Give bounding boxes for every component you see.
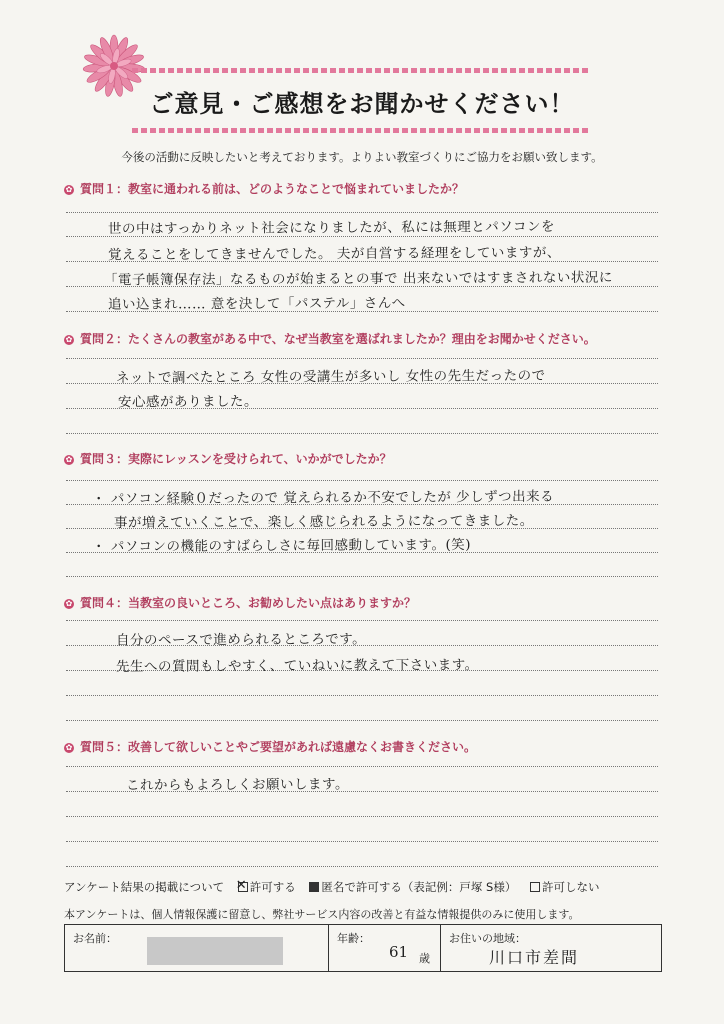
anonymous-permit-label: 匿名で許可する（表記例：戸塚 S様） xyxy=(321,880,517,894)
age-unit: 歳 xyxy=(419,952,430,965)
deny-checkbox[interactable] xyxy=(530,882,540,892)
answer-line xyxy=(66,212,658,213)
deny-label: 許可しない xyxy=(542,880,600,894)
answer-1-line-1: 世の中はすっかりネット社会になりましたが、私には無理とパソコンを xyxy=(107,218,555,238)
question-1-label: ✿ 質問１：教室に通われる前は、どのようなことで悩まれていましたか？ xyxy=(65,182,465,196)
answer-line xyxy=(66,841,658,842)
region-value: 川口市差間 xyxy=(489,948,580,967)
question-3-label: ✿ 質問３：実際にレッスンを受けられて、いかがでしたか？ xyxy=(65,452,392,466)
permit-checkbox[interactable] xyxy=(238,882,248,892)
star-bullet-icon: ✿ xyxy=(65,335,73,344)
answer-line xyxy=(66,480,658,481)
answer-line xyxy=(66,816,658,817)
anonymous-permit-checkbox[interactable] xyxy=(309,882,319,892)
redacted-name xyxy=(147,937,283,965)
question-4-label: ✿ 質問４：当教室の良いところ、お勧めしたい点はありますか？ xyxy=(65,596,417,610)
answer-line xyxy=(66,866,658,867)
answer-line xyxy=(66,720,658,721)
answer-2-line-2: 安心感がありました。 xyxy=(117,393,259,411)
permit-label: 許可する xyxy=(249,880,296,894)
page-title: ご意見・ご感想をお聞かせください！ xyxy=(149,90,575,118)
answer-4-line-1: 自分のペースで進められるところです。 xyxy=(115,631,367,649)
title-dotted-border-bottom xyxy=(132,128,588,133)
title-dotted-border-top xyxy=(132,68,588,73)
age-cell xyxy=(329,925,441,971)
age-value: 61 xyxy=(389,943,409,961)
answer-1-line-2: 覚えることをしてきませんでした。 夫が自営する経理をしていますが、 xyxy=(107,244,561,264)
answer-line xyxy=(66,433,658,434)
question-2-label: ✿ 質問２：たくさんの教室がある中で、なぜ当教室を選ばれましたか？理由をお聞かせください。 xyxy=(65,332,596,346)
intro-text: 今後の活動に反映したいと考えております。よりよい教室づくりにご協力をお願い致します。 xyxy=(121,150,603,164)
region-cell xyxy=(441,925,660,971)
answer-line xyxy=(66,695,658,696)
name-label: お名前： xyxy=(73,932,117,945)
answer-line xyxy=(66,766,658,767)
star-bullet-icon: ✿ xyxy=(65,455,73,464)
answer-line xyxy=(66,620,658,621)
age-label: 年齢： xyxy=(337,932,370,945)
consent-row xyxy=(64,879,602,895)
answer-3-line-2: 事が増えていくことで、楽しく感じられるようになってきました。 xyxy=(113,512,534,532)
respondent-info-table xyxy=(64,924,662,972)
consent-label: アンケート結果の掲載について xyxy=(64,880,225,894)
answer-line xyxy=(66,576,658,577)
star-bullet-icon: ✿ xyxy=(65,599,73,608)
answer-line xyxy=(66,358,658,359)
star-bullet-icon: ✿ xyxy=(65,185,73,194)
answer-4-line-2: 先生への質問もしやすく、ていねいに教えて下さいます。 xyxy=(115,657,479,675)
answer-3-line-1: ・ パソコン経験０だったので 覚えられるか不安でしたが 少しずつ出来る xyxy=(91,488,555,508)
answer-3-line-3: ・ パソコンの機能のすばらしさに毎回感動しています。(笑) xyxy=(91,537,472,555)
name-cell xyxy=(65,925,329,971)
privacy-notice: 本アンケートは、個人情報保護に留意し、弊社サービス内容の改善と有益な情報提供のみに使用します。 xyxy=(64,908,580,921)
question-5-label: ✿ 質問５：改善して欲しいことやご要望があれば遠慮なくお書きください。 xyxy=(65,740,477,754)
answer-1-line-4: 追い込まれ…… 意を決して「パステル」さんへ xyxy=(107,295,406,313)
star-bullet-icon: ✿ xyxy=(65,743,73,752)
answer-1-line-3: 「電子帳簿保存法」なるものが始まるとの事で 出来ないではすまされない状況に xyxy=(103,269,613,289)
answer-2-line-1: ネットで調べたところ 女性の受講生が多いし 女性の先生だったので xyxy=(115,367,546,387)
region-label: お住いの地域： xyxy=(449,932,526,945)
answer-5-line-1: これからもよろしくお願いします。 xyxy=(125,776,349,794)
